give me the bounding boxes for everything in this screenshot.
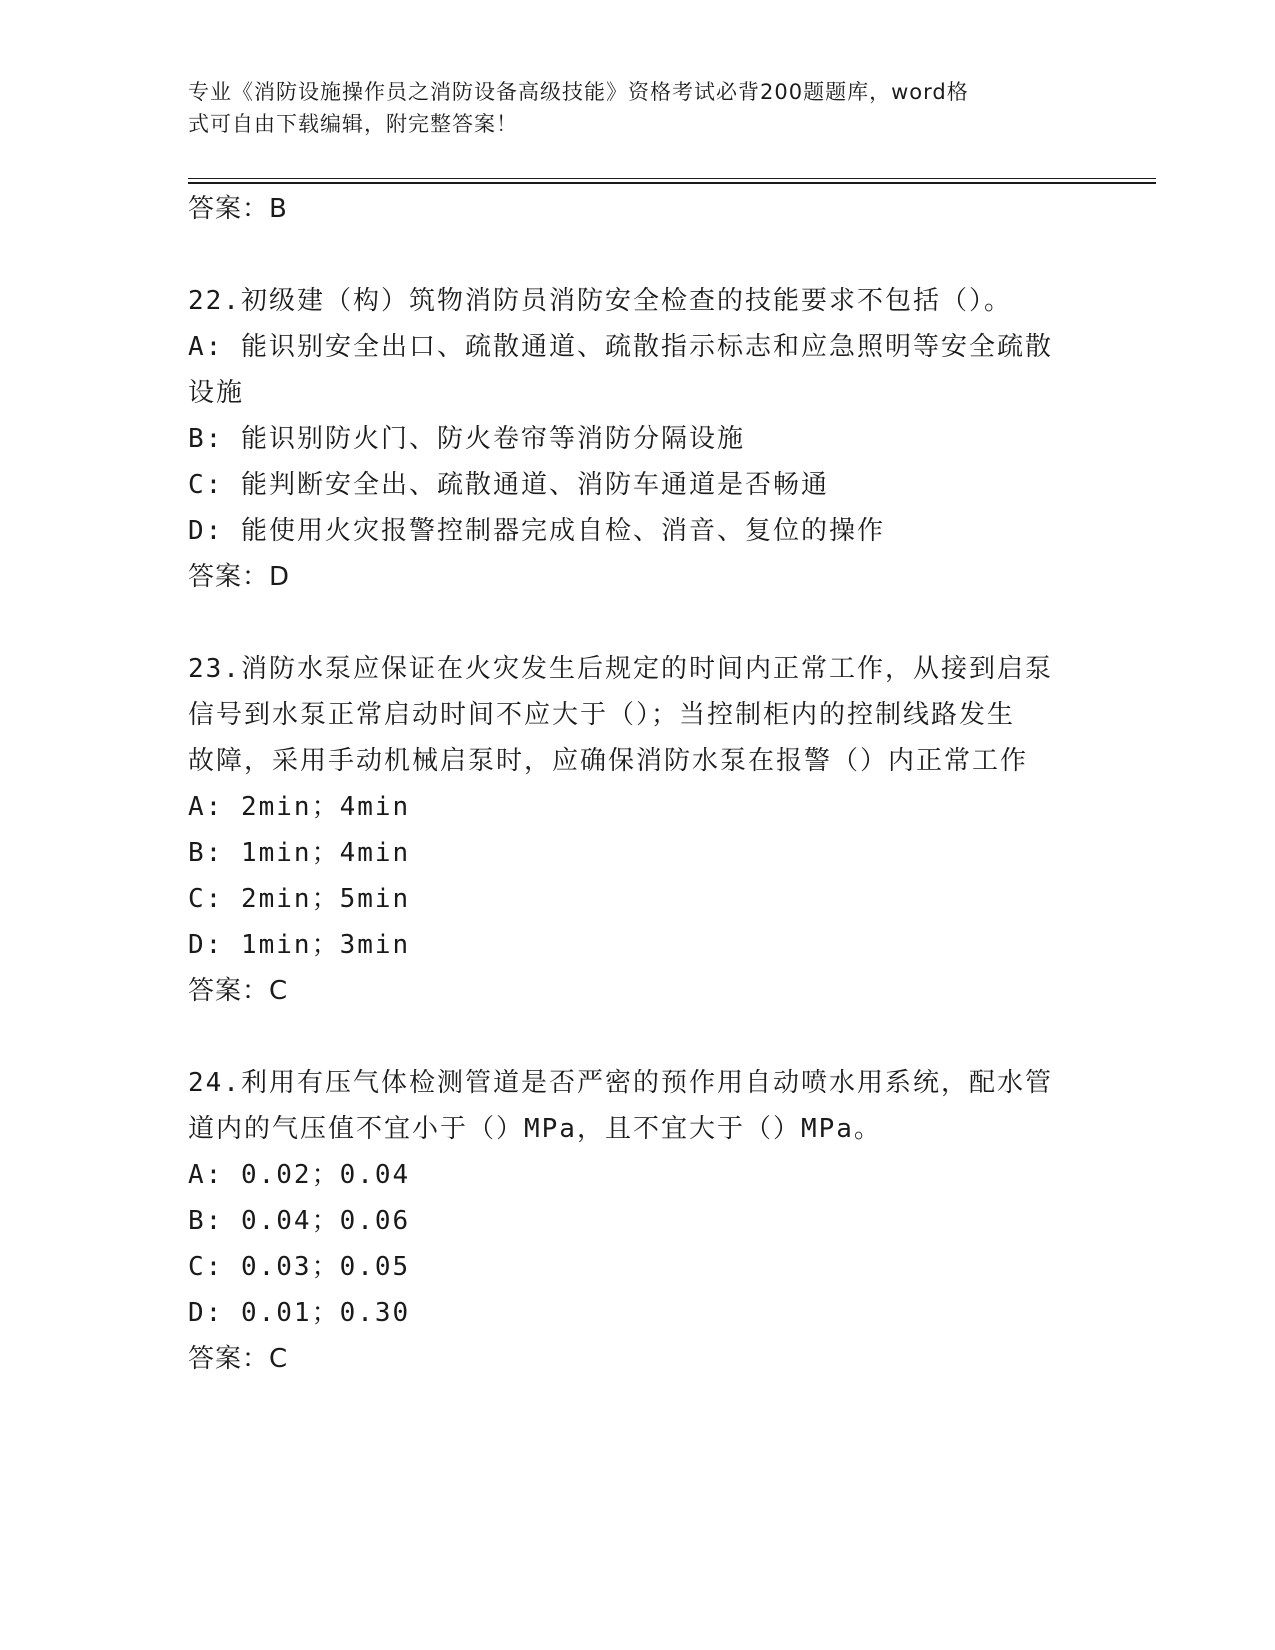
question-24 xyxy=(188,1060,1088,1382)
option-a-continued: 设施 xyxy=(188,378,245,408)
answer-label: 答案：C xyxy=(188,1344,289,1374)
option-d: D: 1min；3min xyxy=(188,930,411,960)
option-b: B: 能识别防火门、防火卷帘等消防分隔设施 xyxy=(188,424,745,454)
header-divider-thick xyxy=(188,182,1156,184)
option-a: A: 能识别安全出口、疏散通道、疏散指示标志和应急照明等安全疏散 xyxy=(188,332,1053,362)
option-b: B: 0.04；0.06 xyxy=(188,1206,411,1236)
answer-label: 答案：C xyxy=(188,976,289,1006)
header-line-1: 专业《消防设施操作员之消防设备高级技能》资格考试必背200题题库，word格 xyxy=(188,80,969,104)
option-d: D: 能使用火灾报警控制器完成自检、消音、复位的操作 xyxy=(188,516,885,546)
question-stem-line-1: 24.利用有压气体检测管道是否严密的预作用自动喷水用系统，配水管 xyxy=(188,1068,1053,1098)
question-list xyxy=(188,186,1088,1382)
option-c: C: 0.03；0.05 xyxy=(188,1252,411,1282)
question-stem-line-2: 道内的气压值不宜小于（）MPa，且不宜大于（）MPa。 xyxy=(188,1114,882,1144)
question-22 xyxy=(188,278,1088,600)
question-stem-line-1: 23.消防水泵应保证在火灾发生后规定的时间内正常工作，从接到启泵 xyxy=(188,654,1053,684)
option-c: C: 2min；5min xyxy=(188,884,411,914)
option-a: A: 2min；4min xyxy=(188,792,411,822)
document-header xyxy=(188,76,1088,140)
question-stem-line-3: 故障，采用手动机械启泵时，应确保消防水泵在报警（）内正常工作 xyxy=(188,746,1029,776)
option-a: A: 0.02；0.04 xyxy=(188,1160,411,1190)
question-23 xyxy=(188,646,1088,1014)
option-c: C: 能判断安全出、疏散通道、消防车通道是否畅通 xyxy=(188,470,829,500)
answer-label: 答案：D xyxy=(188,562,291,592)
question-stem: 22.初级建（构）筑物消防员消防安全检查的技能要求不包括（）。 xyxy=(188,286,1012,316)
header-divider-thin xyxy=(188,178,1156,179)
prev-question-answer: 答案：B xyxy=(188,194,288,224)
option-b: B: 1min；4min xyxy=(188,838,411,868)
header-line-2: 式可自由下载编辑，附完整答案！ xyxy=(188,112,518,136)
option-d: D: 0.01；0.30 xyxy=(188,1298,411,1328)
question-stem-line-2: 信号到水泵正常启动时间不应大于（）；当控制柜内的控制线路发生 xyxy=(188,700,1016,730)
